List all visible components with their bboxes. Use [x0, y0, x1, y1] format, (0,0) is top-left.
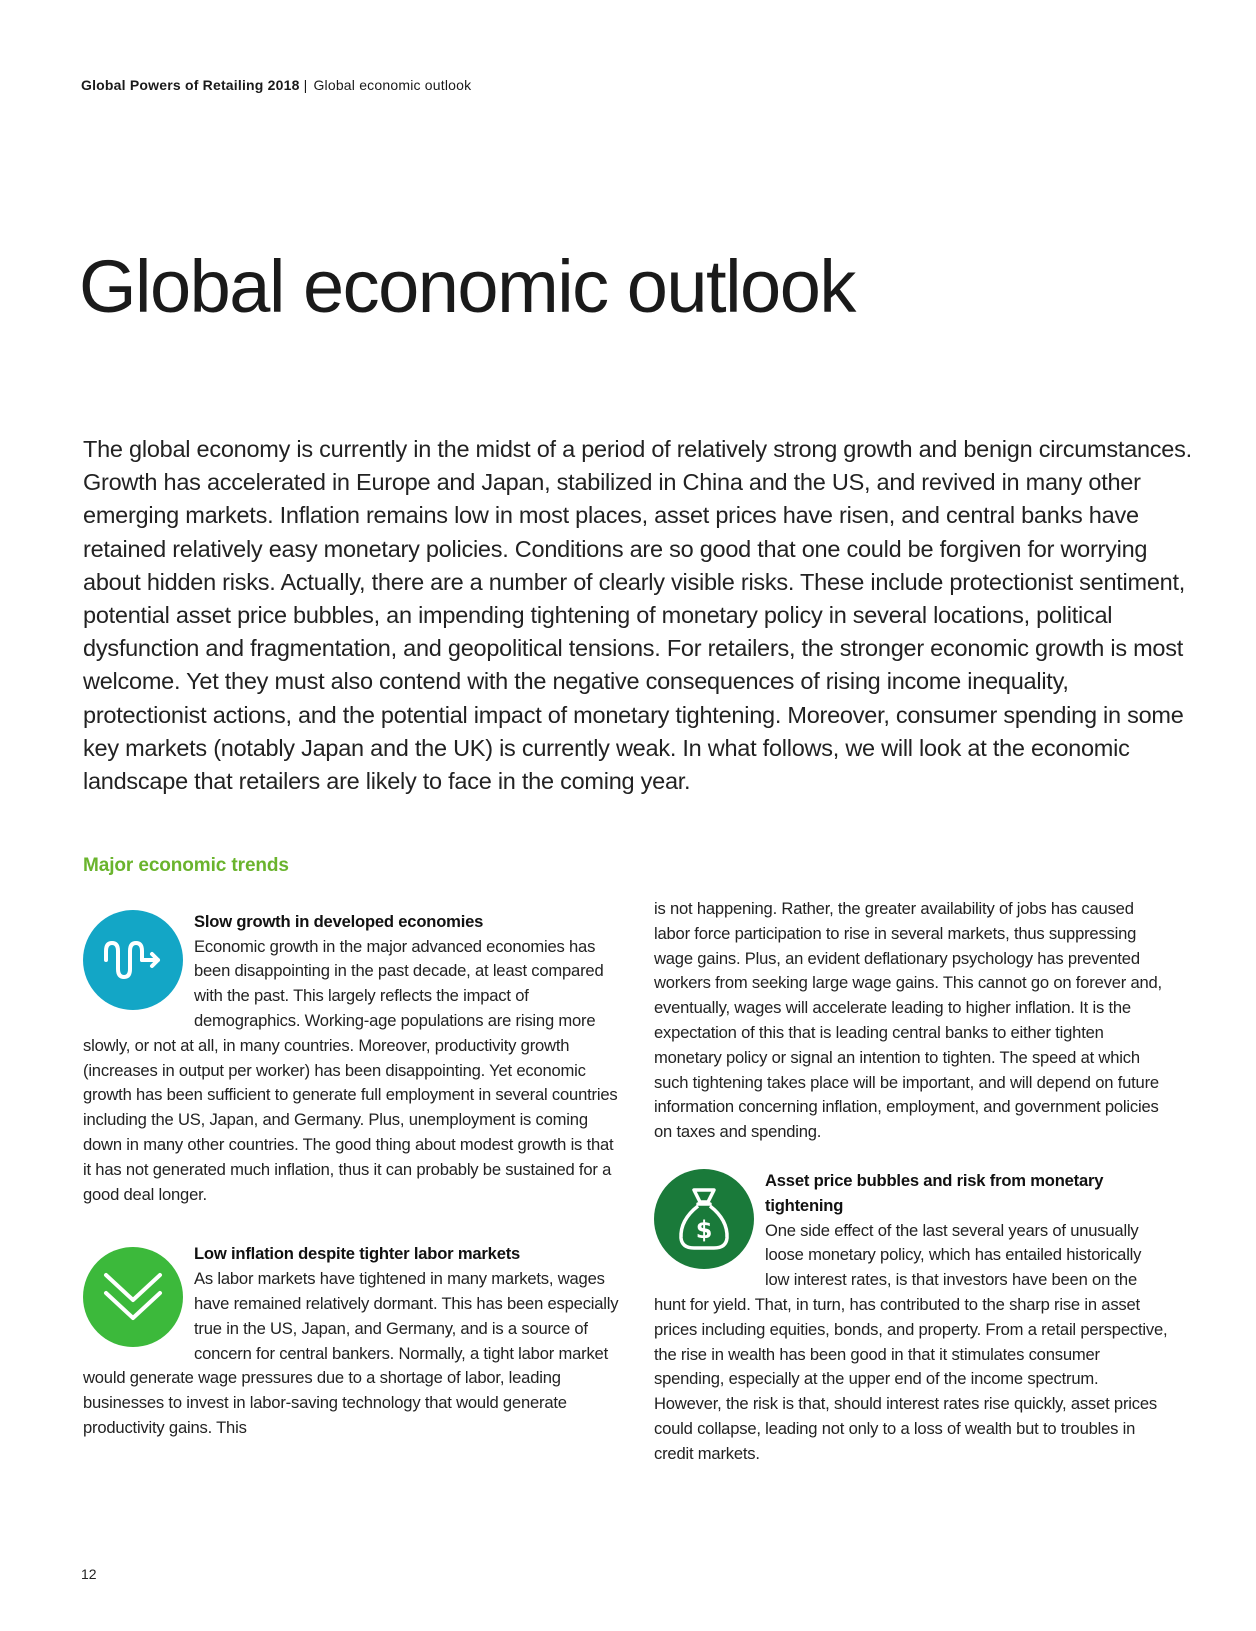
- trend-body: As labor markets have tightened in many markets, wages have remained relatively dormant. This has been especially true in the US, Japan, and Germany, and is a source of concern for central bankers. Normally, a tight labor market would generate wage pressures due to a shortage of labor, leading businesses to invest in labor-saving technology that would generate productivity gains. This: [83, 1269, 619, 1437]
- trend-title: Asset price bubbles and risk from monetary tightening: [765, 1170, 1104, 1215]
- trend-title: Slow growth in developed economies: [194, 911, 484, 931]
- header-section: Global economic outlook: [313, 77, 472, 93]
- left-column: [83, 855, 620, 1441]
- money-bag-icon: [654, 1169, 754, 1269]
- page-number: 12: [81, 1566, 97, 1582]
- double-chevron-down-icon: [83, 1247, 183, 1347]
- running-header: [81, 77, 471, 93]
- section-heading: Major economic trends: [83, 855, 289, 876]
- trend-body: One side effect of the last several years of unusually loose monetary policy, which has entailed historically low interest rates, is that investors have been on the hunt for yield. That, in turn, has contributed to the sharp rise in asset prices including equities, bonds, and property. From a retail perspective, the rise in wealth has been good in that it stimulates consumer spending, especially at the upper end of the income spectrum. However, the risk is that, should interest rates rise quickly, asset prices could collapse, leading not only to a loss of wealth but to troubles in credit markets.: [654, 1220, 1168, 1463]
- wave-arrow-icon: [83, 910, 183, 1010]
- trend-low-inflation: [83, 1242, 620, 1440]
- page-title: Global economic outlook: [79, 245, 855, 328]
- header-separator: |: [303, 77, 308, 93]
- trend-asset-bubbles: [654, 1169, 1168, 1467]
- svg-text:$: $: [695, 1215, 713, 1244]
- intro-paragraph: The global economy is currently in the midst of a period of relatively strong growth and benign circumstances. Growth has accelerated in Europe and Japan, stabilized in China and the US, and revived in many other emerging markets. Inflation remains low in most places, asset prices have risen, and central banks have retained relatively easy monetary policies. Conditions are so good that one could be forgiven for worrying about hidden risks. Actually, there are a number of clearly visible risks. These include protectionist sentiment, potential asset price bubbles, an impending tightening of monetary policy in several locations, political dysfunction and fragmentation, and geopolitical tensions. For retailers, the stronger economic growth is most welcome. Yet they must also contend with the negative consequences of rising income inequality, protectionist actions, and the potential impact of monetary tightening. Moreover, consumer spending in some key markets (notably Japan and the UK) is currently weak. In what follows, we will look at the economic landscape that retailers are likely to face in the coming year.: [83, 436, 1192, 795]
- trend-slow-growth: [83, 910, 620, 1208]
- trend-body: Economic growth in the major advanced economies has been disappointing in the past decade, at least compared with the past. This largely reflects the impact of demographics. Working-age populations are rising more slowly, or not at all, in many countries. Moreover, productivity growth (increases in output per worker) has been disappointing. Yet economic growth has been sufficient to generate full employment in several countries including the US, Japan, and Germany. Plus, unemployment is coming down in many other countries. The good thing about modest growth is that it has not generated much inflation, thus it can probably be sustained for a good deal longer.: [83, 936, 618, 1204]
- right-column: [654, 897, 1168, 1467]
- report-title: Global Powers of Retailing 2018: [81, 77, 300, 93]
- continued-paragraph: is not happening. Rather, the greater availability of jobs has caused labor force participation to rise in several markets, thus suppressing wage gains. Plus, an evident deflationary psychology has prevented workers from seeking large wage gains. This cannot go on forever and, eventually, wages will accelerate leading to higher inflation. It is the expectation of this that is leading central banks to either tighten monetary policy or signal an intention to tighten. The speed at which such tightening takes place will be important, and will depend on future information concerning inflation, employment, and government policies on taxes and spending.: [654, 899, 1162, 1142]
- trend-title: Low inflation despite tighter labor markets: [194, 1244, 521, 1264]
